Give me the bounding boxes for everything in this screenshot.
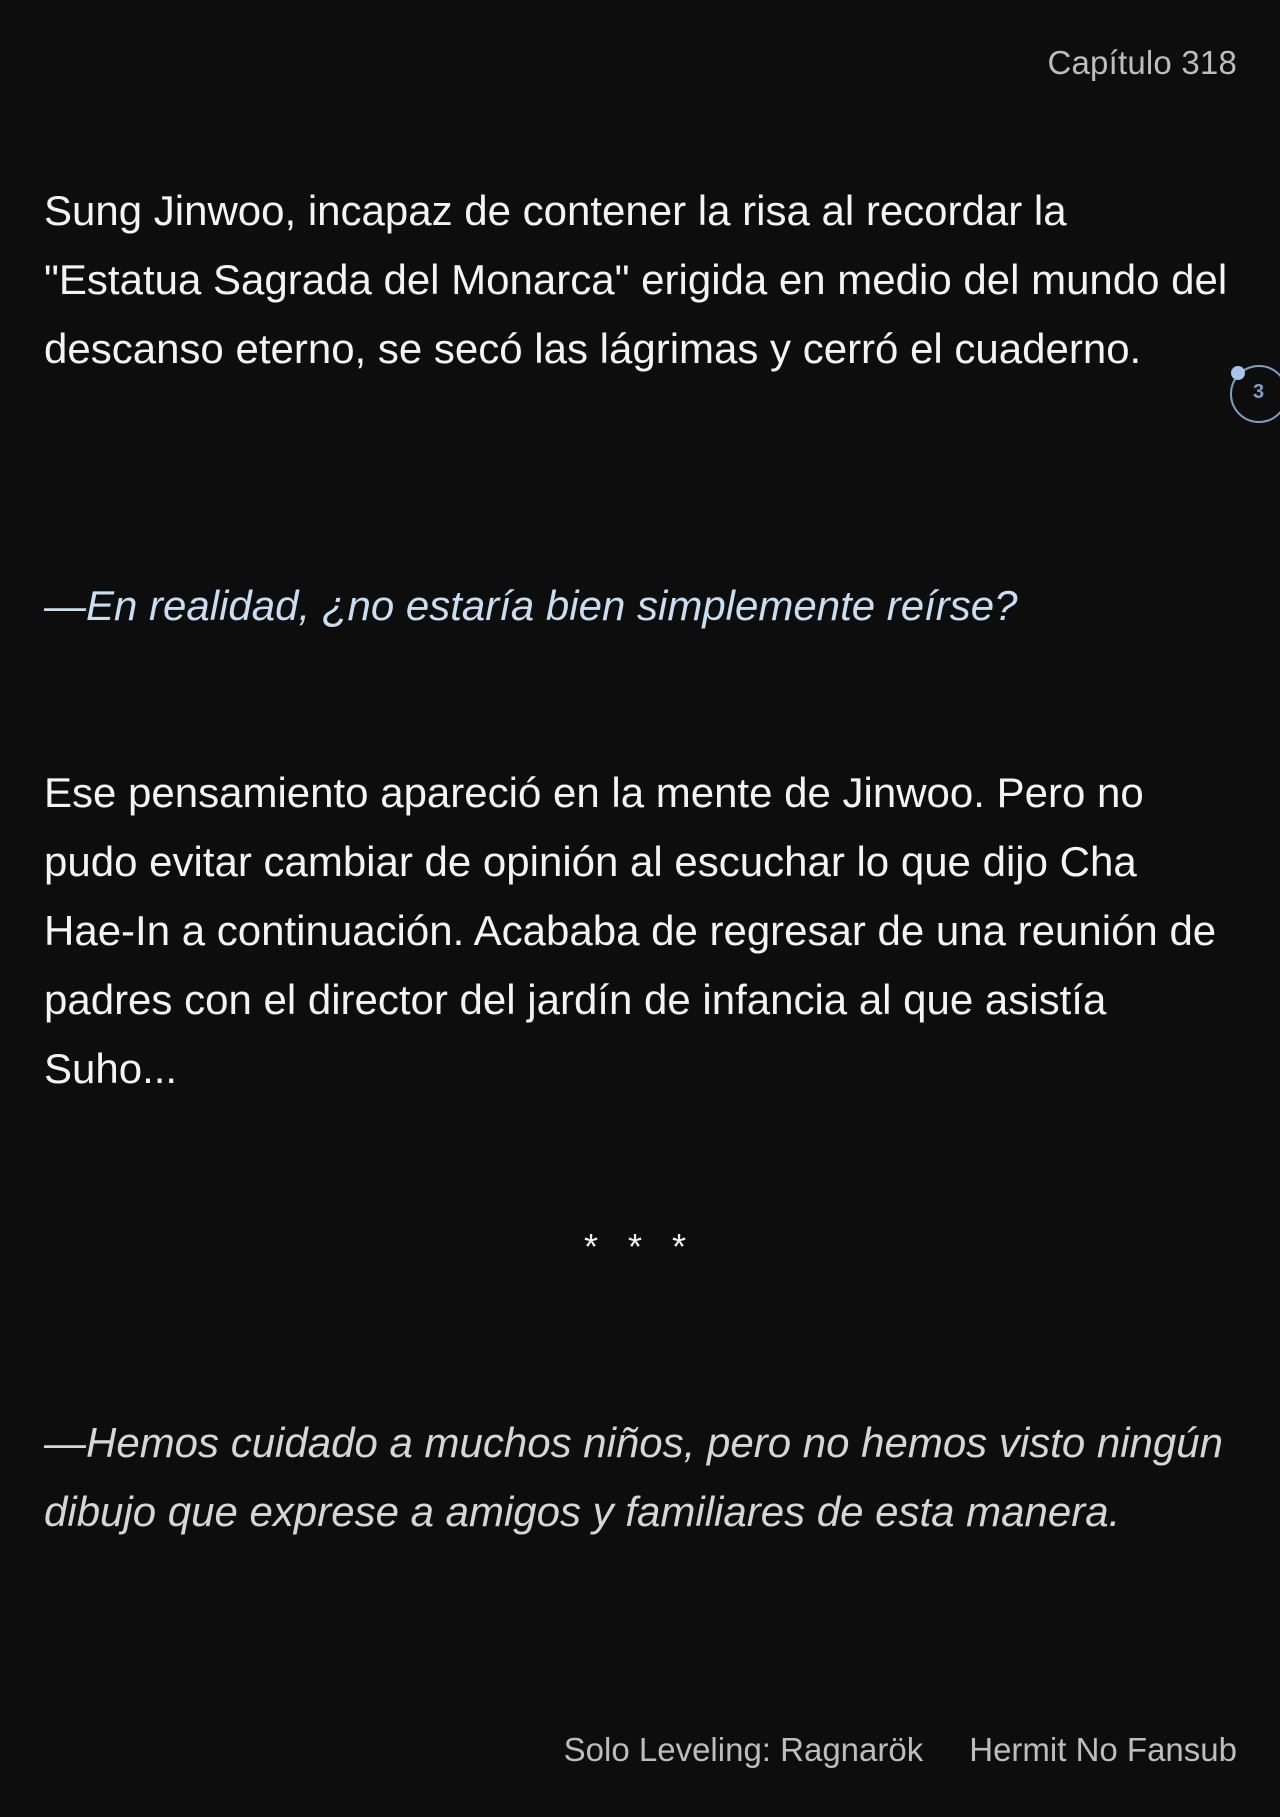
paragraph-dialogue: —Hemos cuidado a muchos niños, pero no hemos visto ningún dibujo que exprese a amigos y familiares de esta manera.	[44, 1419, 1223, 1535]
translator-credit: Hermit No Fansub	[969, 1731, 1237, 1768]
footer	[564, 1731, 1237, 1769]
paragraph: Ese pensamiento apareció en la mente de Jinwoo. Pero no pudo evitar cambiar de opinión al escuchar lo que dijo Cha Hae-In a continuación. Acababa de regresar de una reunión de padres con el director del jardín de infancia al que asistía Suho...	[44, 769, 1217, 1092]
comment-marker-dot	[1231, 366, 1245, 380]
paragraph: Sung Jinwoo, incapaz de contener la risa al recordar la "Estatua Sagrada del Monarca" erigida en medio del mundo del descanso eterno, se secó las lágrimas y cerró el cuaderno.	[44, 187, 1228, 372]
novel-title: Solo Leveling: Ragnarök	[563, 1731, 924, 1768]
chapter-title: Capítulo 318	[1047, 44, 1237, 81]
section-separator: * * *	[583, 1226, 697, 1267]
paragraph-dialogue-highlighted: —En realidad, ¿no estaría bien simplemente reírse?	[44, 582, 1018, 629]
comment-count: 3	[1253, 381, 1265, 403]
